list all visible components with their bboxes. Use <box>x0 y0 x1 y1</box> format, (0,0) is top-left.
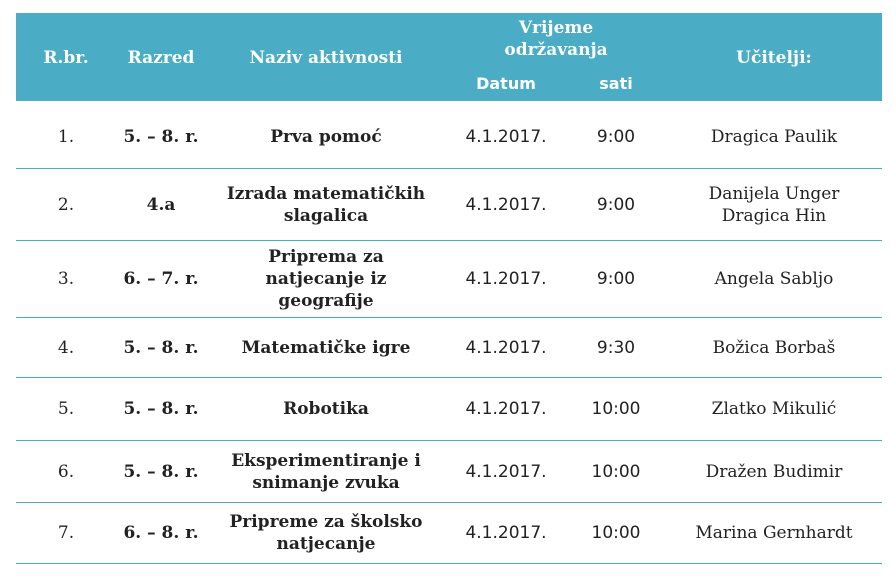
table-row <box>16 105 882 169</box>
row-sati: 10:00 <box>591 523 641 543</box>
row-datum: 4.1.2017. <box>465 461 547 482</box>
activities-table <box>16 13 882 554</box>
header-ucitelji: Učitelji: <box>736 48 812 68</box>
row-razred: 5. – 8. r. <box>123 399 199 419</box>
row-ucitelji: Angela Sabljo <box>714 269 834 289</box>
row-razred: 6. – 8. r. <box>123 523 199 543</box>
table-row <box>16 378 882 441</box>
header-rbr: R.br. <box>43 48 89 68</box>
row-ucitelji: Dragica Paulik <box>710 126 838 147</box>
header-vrijeme-line1: Vrijeme <box>518 18 594 38</box>
table-row <box>16 169 882 241</box>
row-number: 1. <box>57 126 75 147</box>
row-razred: 5. – 8. r. <box>123 126 199 147</box>
header-datum: Datum <box>476 74 536 93</box>
row-razred: 6. – 7. r. <box>123 269 199 289</box>
row-datum: 4.1.2017. <box>465 399 547 419</box>
row-naziv: Eksperimentiranje i snimanje zvuka <box>231 450 421 493</box>
header-sati: sati <box>599 74 633 93</box>
row-razred: 5. – 8. r. <box>123 337 199 358</box>
row-sati: 9:00 <box>596 126 636 147</box>
table-header <box>16 13 882 99</box>
row-razred: 5. – 8. r. <box>123 461 199 482</box>
row-naziv: Matematičke igre <box>241 337 411 358</box>
header-separator <box>16 99 882 101</box>
row-ucitelji: Dražen Budimir <box>705 461 843 482</box>
row-sati: 10:00 <box>591 399 641 419</box>
row-sati: 9:30 <box>596 337 636 358</box>
row-number: 2. <box>57 194 75 215</box>
row-datum: 4.1.2017. <box>465 269 547 289</box>
header-vrijeme-line2: održavanja <box>504 40 608 60</box>
table-row <box>16 318 882 378</box>
row-ucitelji: Božica Borbaš <box>712 337 836 358</box>
row-datum: 4.1.2017. <box>465 337 547 358</box>
row-ucitelji: Zlatko Mikulić <box>711 399 837 419</box>
row-sati: 10:00 <box>591 461 641 482</box>
table-row <box>16 503 882 564</box>
row-ucitelji: Marina Gernhardt <box>695 523 853 543</box>
row-sati: 9:00 <box>596 194 636 215</box>
row-datum: 4.1.2017. <box>465 194 547 215</box>
row-number: 5. <box>57 399 75 419</box>
table-row <box>16 241 882 318</box>
row-naziv: Robotika <box>283 399 369 419</box>
row-datum: 4.1.2017. <box>465 126 547 147</box>
header-razred: Razred <box>127 48 195 68</box>
row-ucitelji: Danijela Unger Dragica Hin <box>708 183 840 226</box>
table-row <box>16 441 882 503</box>
row-number: 3. <box>57 269 75 289</box>
header-naziv: Naziv aktivnosti <box>249 48 403 68</box>
row-naziv: Priprema za natjecanje iz geografije <box>265 247 387 311</box>
row-number: 7. <box>57 523 75 543</box>
row-razred: 4.a <box>146 194 176 215</box>
row-number: 6. <box>57 461 75 482</box>
row-sati: 9:00 <box>596 269 636 289</box>
row-datum: 4.1.2017. <box>465 523 547 543</box>
row-number: 4. <box>57 337 75 358</box>
row-naziv: Prva pomoć <box>270 126 382 147</box>
row-naziv: Izrada matematičkih slagalica <box>226 183 426 226</box>
row-naziv: Pripreme za školsko natjecanje <box>229 512 423 554</box>
